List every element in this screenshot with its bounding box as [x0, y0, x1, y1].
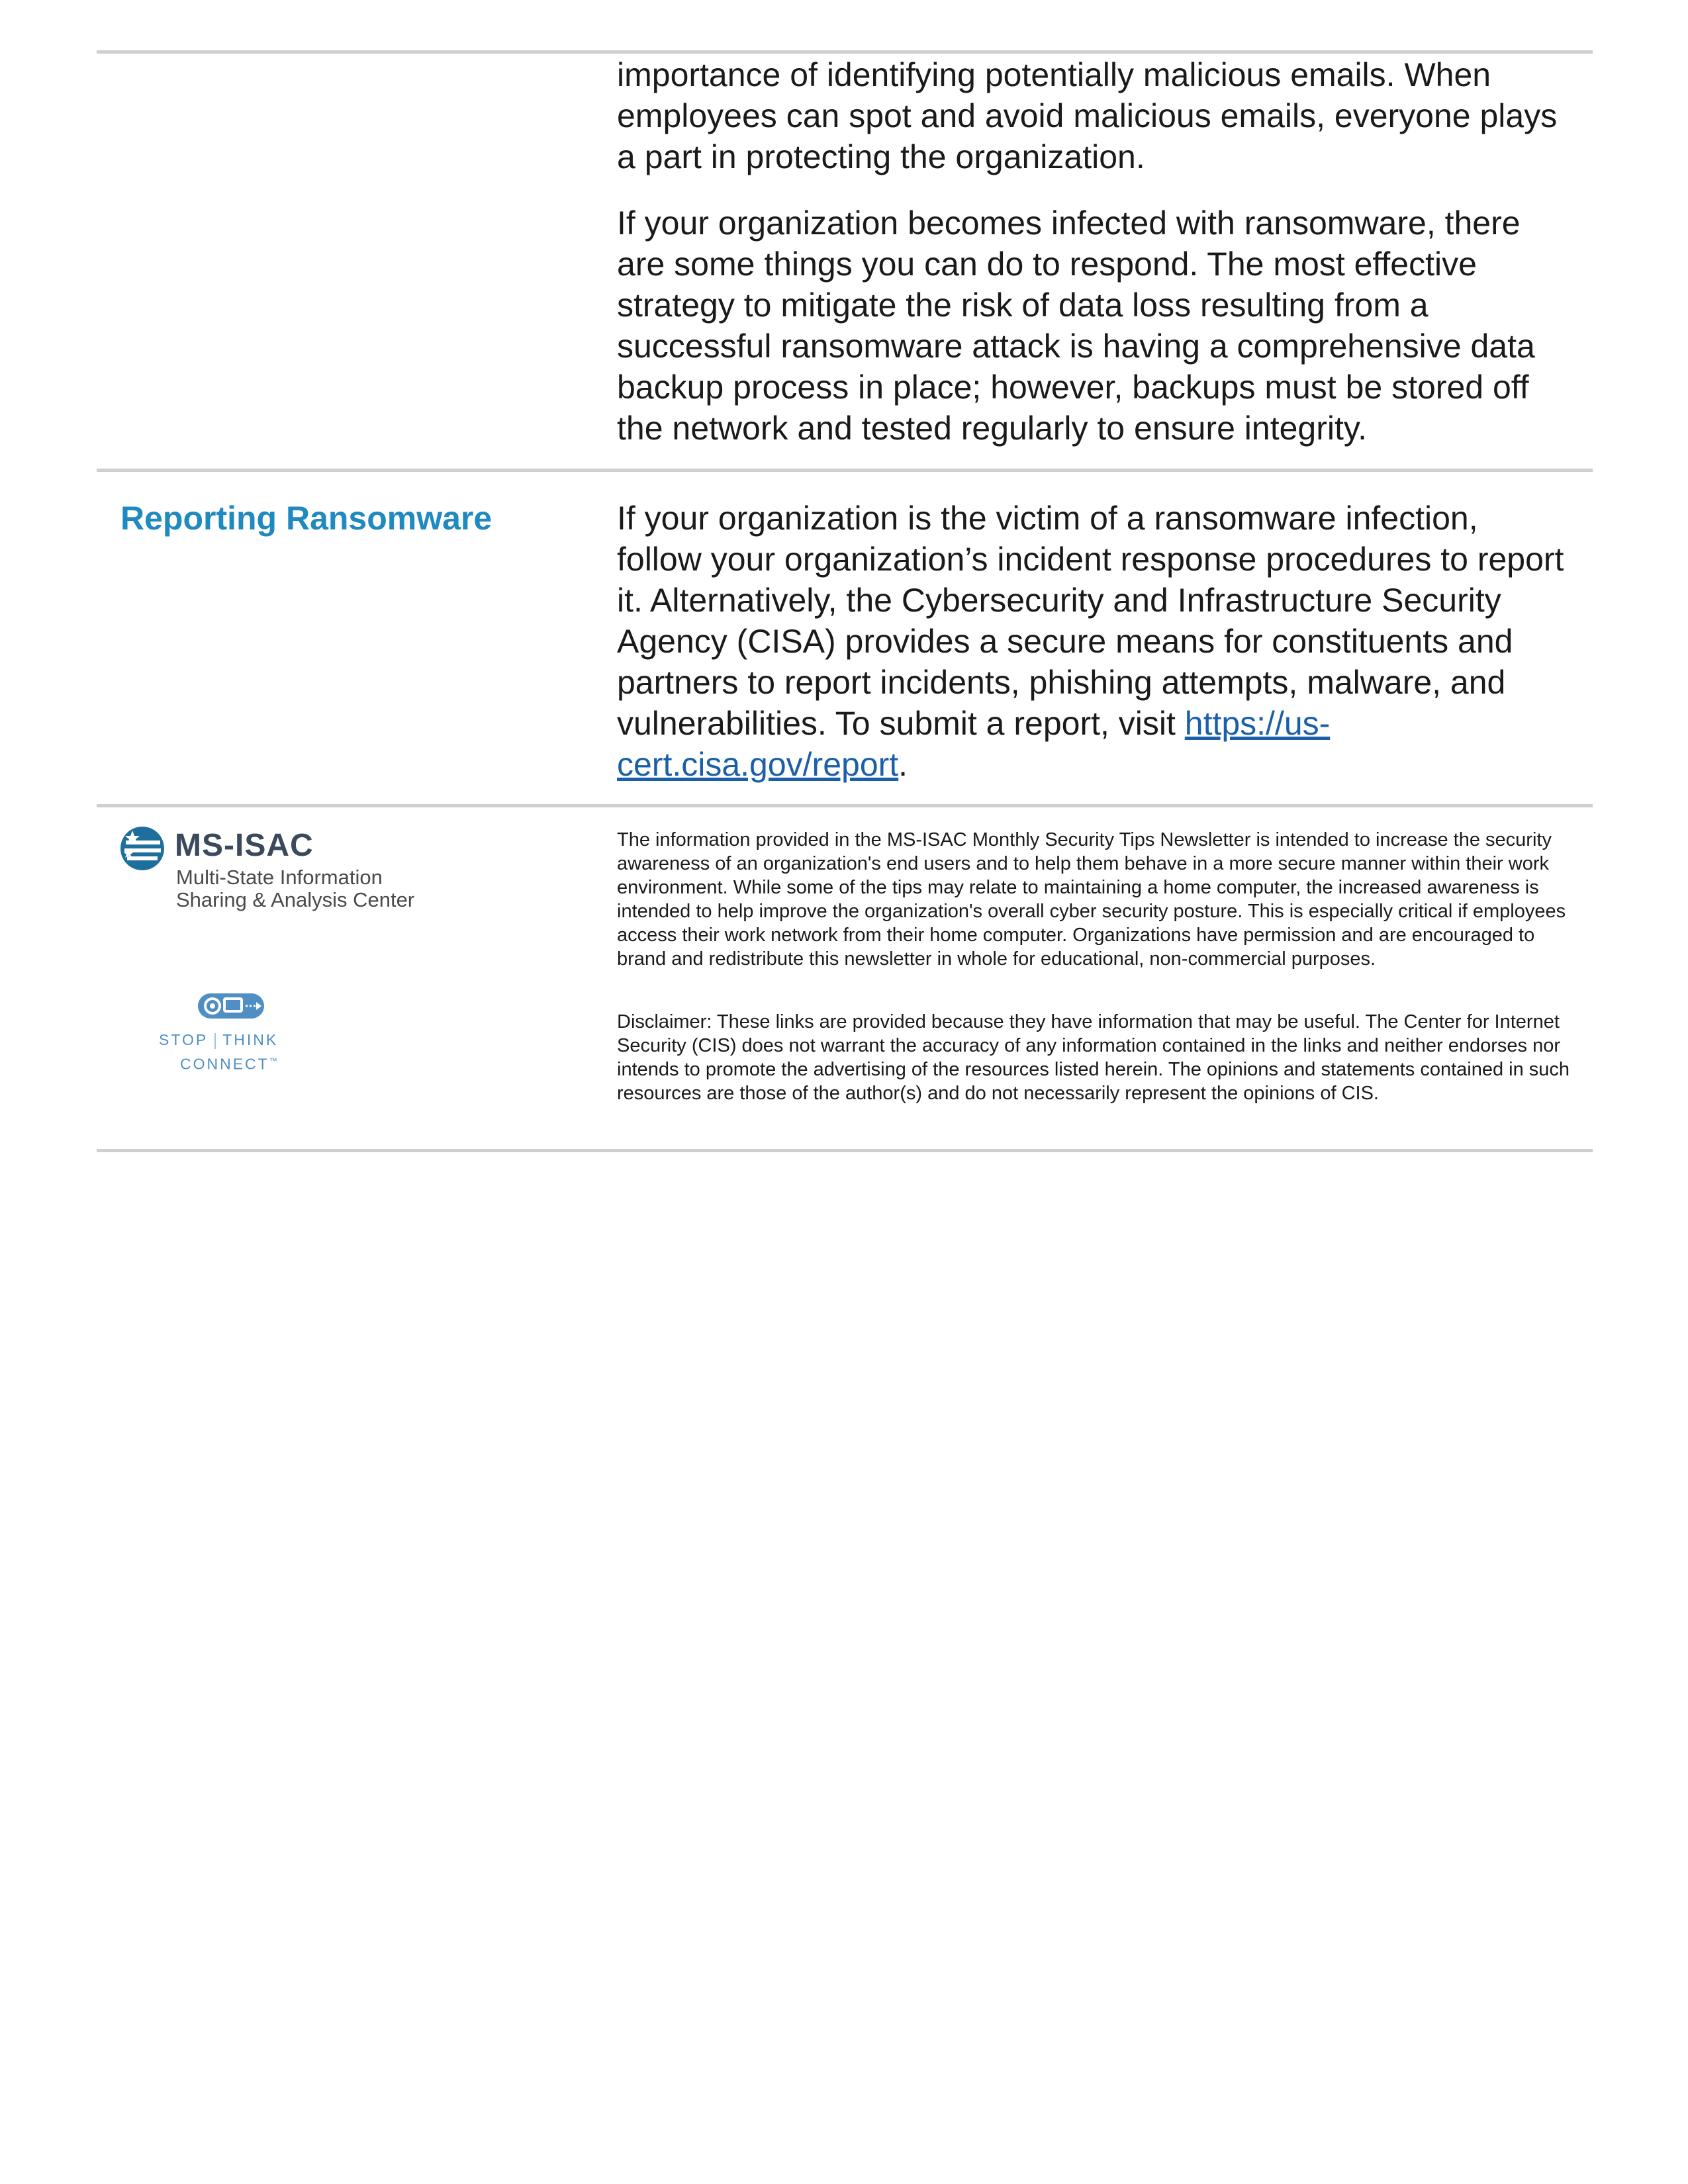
stc-stop-text: STOP [159, 1031, 209, 1048]
section-heading-reporting-ransomware: Reporting Ransomware [120, 500, 492, 537]
msisac-subtitle-line-1: Multi-State Information [176, 866, 383, 889]
reporting-body-text: If your organization is the victim of a ransomware infection, follow your organization’s incident response procedures to report it. Alternatively, the Cybersecurity and Infrastructure Security Agency (CISA) provides a secure means for constituents and partners to report incidents, phishing attempts, malware, and vulnerabilities. To submit a report, visit [617, 500, 1564, 742]
reporting-paragraph [617, 498, 1570, 785]
continued-paragraph-1: importance of identifying potentially malicious emails. When employees can spot and avoid malicious emails, everyone plays a part in protecting the organization. [617, 56, 1558, 175]
newsletter-notice: The information provided in the MS-ISAC Monthly Security Tips Newsletter is intended to increase the security awareness of an organization's end users and to help them behave in a more secure manner within their work environment. While some of the tips may relate to maintaining a home computer, the increased awareness is intended to help improve the organization's overall cyber security posture. This is especially critical if employees access their work network from their home computer. Organizations have permission and are encouraged to brand and redistribute this newsletter in whole for educational, non-commercial purposes. [617, 829, 1566, 970]
stop-think-connect-logo [159, 991, 305, 1077]
msisac-logo [119, 825, 463, 918]
stc-connect-text: CONNECT [180, 1055, 269, 1073]
stc-think-text: THINK [222, 1031, 279, 1048]
globe-stars-icon [119, 825, 165, 872]
stop-think-connect-icon [197, 991, 271, 1021]
msisac-name: MS-ISAC [175, 828, 314, 863]
stc-trademark: ™ [269, 1056, 279, 1066]
cisa-report-link[interactable]: https://us-cert.cisa.gov/report [617, 705, 1331, 783]
bottom-divider [97, 1149, 1593, 1152]
stc-separator [214, 1033, 216, 1049]
reporting-trailing-period: . [898, 746, 908, 783]
disclaimer-text: Disclaimer: These links are provided because they have information that may be useful. The Center for Internet Security (CIS) does not warrant the accuracy of any information contained in the links and neither endorses nor intends to promote the advertising of the resources listed herein. The opinions and statements contained in such resources are those of the author(s) and do not necessarily represent the opinions of CIS. [617, 1011, 1570, 1104]
top-divider [97, 50, 1593, 54]
msisac-subtitle-line-2: Sharing & Analysis Center [176, 888, 415, 911]
continued-paragraph-2: If your organization becomes infected with ransomware, there are some things you can do to respond. The most effective strategy to mitigate the risk of data loss resulting from a successful ransomware attack is having a comprehensive data backup process in place; however, backups must be stored off the network and tested regularly to ensure integrity. [617, 205, 1535, 447]
footer-divider [97, 804, 1593, 807]
stop-think-row [159, 1030, 305, 1049]
stc-connect-row [180, 1052, 279, 1073]
section-divider [97, 469, 1593, 472]
